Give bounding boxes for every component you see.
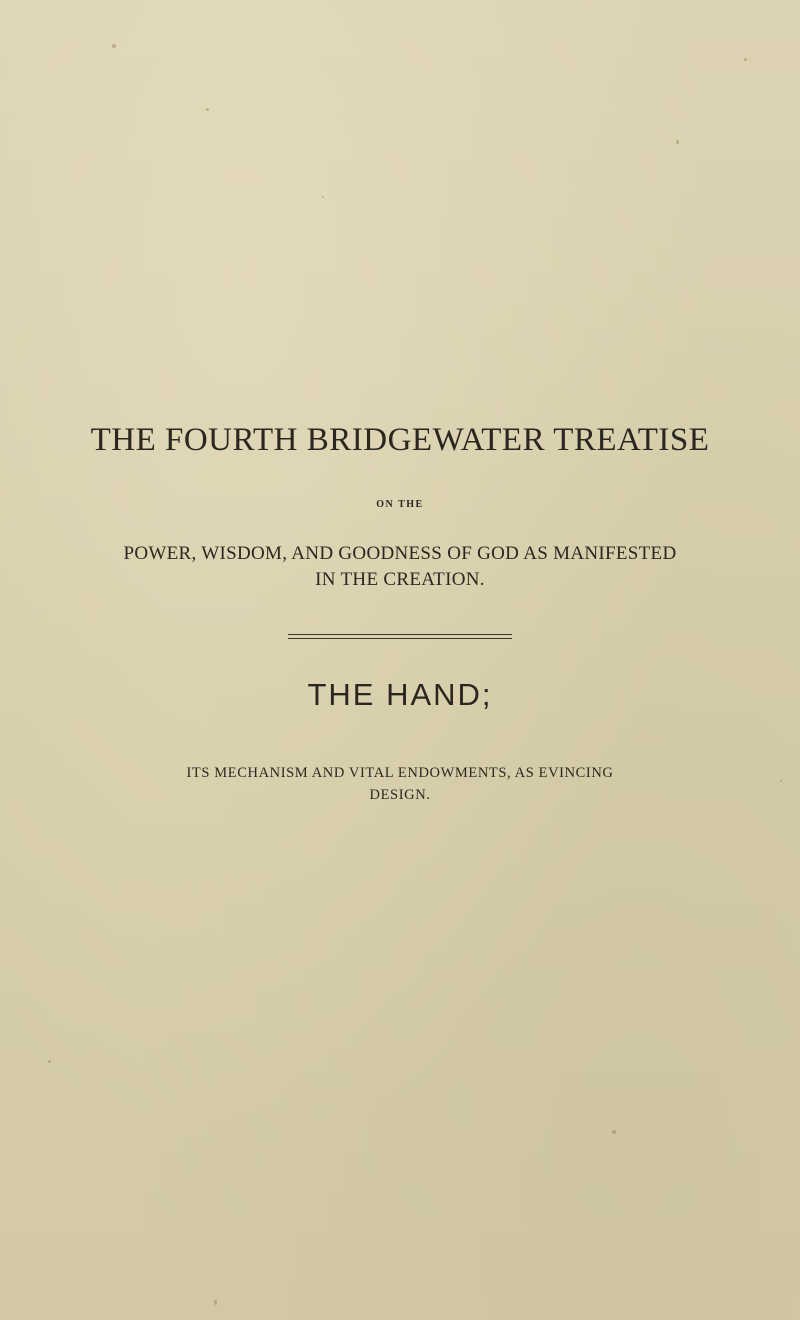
hand-subtitle-line-1: ITS MECHANISM AND VITAL ENDOWMENTS, AS EVINCING [186,765,614,781]
double-rule-top [288,634,512,635]
hand-subtitle-line-2: DESIGN. [369,787,431,803]
on-the-label: ON THE [376,499,424,510]
treatise-title: THE FOURTH BRIDGEWATER TREATISE [90,422,710,458]
subtitle-line-1: POWER, WISDOM, AND GOODNESS OF GOD AS MANIFESTED [123,543,677,564]
double-rule-bottom [288,638,512,639]
treatise-subtitle [0,541,800,593]
hand-subtitle [0,762,800,806]
subtitle-line-2: IN THE CREATION. [315,569,485,590]
hand-title: THE HAND; [307,677,493,712]
